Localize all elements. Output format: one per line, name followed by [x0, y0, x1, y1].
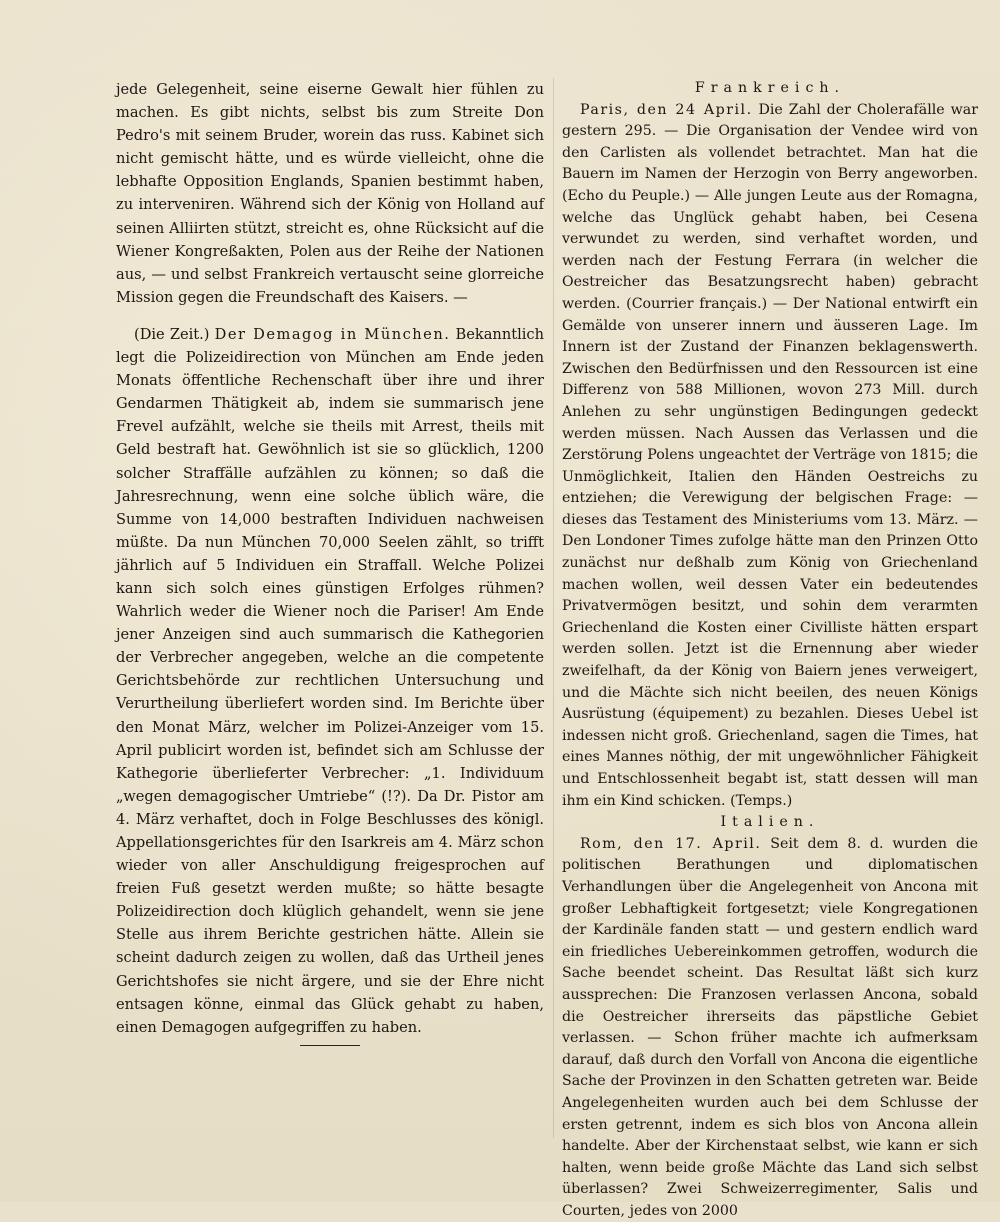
left-column — [116, 78, 544, 1046]
article-continuation: jede Gelegenheit, seine eiserne Gewalt hier fühlen zu machen. Es gibt nichts, selbst bis zum Streite Don Pedro's mit seinem Bruder, worein das russ. Kabinet sich nicht gemischt hätte, und es würde vielleicht, ohne die lebhafte Opposition Englands, Spanien bestimmt haben, zu interveniren. Während sich der König von Holland auf seinen Alliirten stützt, streicht es, ohne Rücksicht auf die Wiener Kongreßakten, Polen aus der Reihe der Nationen aus, — und selbst Frankreich vertauscht seine glorreiche Mission gegen die Freundschaft des Kaisers. — — [116, 81, 544, 306]
section-heading-france: Frankreich. — [694, 80, 846, 96]
column-end-rule — [300, 1045, 360, 1046]
dateline-paris: Paris, den 24 April. — [580, 101, 753, 118]
spacer — [116, 309, 544, 323]
article-demagog — [116, 323, 544, 1039]
article-paris — [562, 100, 978, 813]
source-label: (Die Zeit.) — [134, 325, 210, 343]
column-divider — [553, 78, 554, 1138]
article-body: Bekanntlich legt die Polizeidirection von München am Ende jeden Monats öffentliche Rechenschaft über ihre und ihrer Gendarmen Thätigkeit ab, indem sie summarisch jene Frevel aufzählt, welche sie theils mit Arrest, theils mit Geld bestraft hat. Gewöhnlich ist sie so glücklich, 1200 solcher Straffälle aufzählen zu können; so daß die Jahresrechnung, wenn eine solche üblich wäre, die Summe von 14,000 bestraften Individuen nachweisen müßte. Da nun München 70,000 Seelen zählt, so trifft jährlich auf 5 Individuen ein Straffall. Welche Polizei kann sich solch eines günstigen Erfolges rühmen? Wahrlich weder die Wiener noch die Pariser! Am Ende jener Anzeigen sind auch summarisch die Kathegorien der Verbrecher angegeben, welche an die competente Gerichtsbehörde zur rechtlichen Untersuchung und Verurtheilung überliefert worden sind. Im Berichte über den Monat März, welcher im Polizei-Anzeiger vom 15. April publicirt worden ist, befindet sich am Schlusse der Kathegorie überlieferter Verbrecher: „1. Individuum „wegen demagogischer Umtriebe“ (!?). Da Dr. Pistor am 4. März verhaftet, doch in Folge Beschlusses des königl. Appellationsgerichtes für den Isarkreis am 4. März schon wieder von aller Anschuldigung freigesprochen auf freien Fuß gesetzt werden mußte; so hätte besagte Polizeidirection doch klüglich gehandelt, wenn sie jene Stelle aus ihrem Berichte gestrichen hätte. Allein sie scheint dadurch zeigen zu wollen, daß das Urtheil jenes Gerichtshofes sie nicht ärgere, und sie der Ehre nicht entsagen könne, einmal das Glück gehabt zu haben, einen Demagogen aufgegriffen zu haben. — [116, 325, 545, 1036]
article-rom-body: Seit dem 8. d. wurden die politischen Berathungen und diplomatischen Verhandlungen über die Angelegenheit von Ancona mit großer Lebhaftigkeit fortgesetzt; viele Kongregationen der Kardinäle fanden statt — und gestern endlich ward ein friedliches Uebereinkommen getroffen, wodurch die Sache beendet scheint. Das Resultat läßt sich kurz aussprechen: Die Franzosen verlassen Ancona, sobald die Oestreicher ihrerseits das päpstliche Gebiet verlassen. — Schon früher machte ich aufmerksam darauf, daß durch den Vorfall von Ancona die eigentliche Sache der Provinzen in den Schatten getreten war. Beide Angelegenheiten wurden auch bei dem Schlusse der ersten getrennt, indem es sich blos von Ancona allein handelte. Aber der Kirchenstaat selbst, wie kann er sich halten, wenn beide große Mächte das Land sich selbst überlassen? Zwei Schweizerregimenter, Salis und Courten, jedes von 2000 — [562, 835, 979, 1219]
right-column — [562, 78, 978, 1222]
dateline-rom: Rom, den 17. April. — [580, 835, 762, 852]
section-heading-italy: Italien. — [720, 814, 820, 831]
article-rom — [562, 834, 978, 1222]
article-heading: Der Demagog in München. — [214, 325, 451, 343]
article-paris-body: Die Zahl der Cholerafälle war gestern 295. — Die Organisation der Vendee wird von den Carlisten als vollendet betrachtet. Man hat die Bauern im Namen der Herzogin von Berry angeworben. (Echo du Peuple.) — Alle jungen Leute aus der Romagna, welche das Unglück gehabt haben, bei Cesena verwundet zu werden, sind verhaftet worden, und werden nach der Festung Ferrara (in welcher die Oestreicher das Besatzungsrecht haben) gebracht werden. (Courrier français.) — Der National entwirft ein Gemälde von unserer innern und äusseren Lage. Im Innern ist der Zustand der Finanzen beklagenswerth. Zwischen den Bedürfnissen und den Ressourcen ist eine Differenz von 588 Millionen, wovon 273 Mill. durch Anlehen zu sehr ungünstigen Bedingungen gedeckt werden müssen. Nach Aussen das Verlassen und die Zerstörung Polens ungeachtet der Verträge von 1815; die Unmöglichkeit, Italien den Händen Oestreichs zu entziehen; die Verewigung der belgischen Frage: — dieses das Testament des Ministeriums vom 13. März. — Den Londoner Times zufolge hätte man den Prinzen Otto zunächst nur deßhalb zum König von Griechenland machen wollen, weil dessen Vater ein bedeutendes Privatvermögen besitzt, und sohin dem verarmten Griechenland die Kosten einer Civilliste hätten erspart werden sollen. Jetzt ist die Ernennung aber wieder zweifelhaft, da der König von Baiern jenes verweigert, und die Mächte sich nicht beeilen, des neuen Königs Ausrüstung (équipement) zu bezahlen. Dieses Uebel ist indessen nicht groß. Griechenland, sagen die Times, hat eines Mannes nöthig, der mit ungewöhnlicher Fähigkeit und Entschlossenheit begabt ist, statt dessen will man ihm ein Kind schicken. (Temps.) — [562, 101, 979, 809]
